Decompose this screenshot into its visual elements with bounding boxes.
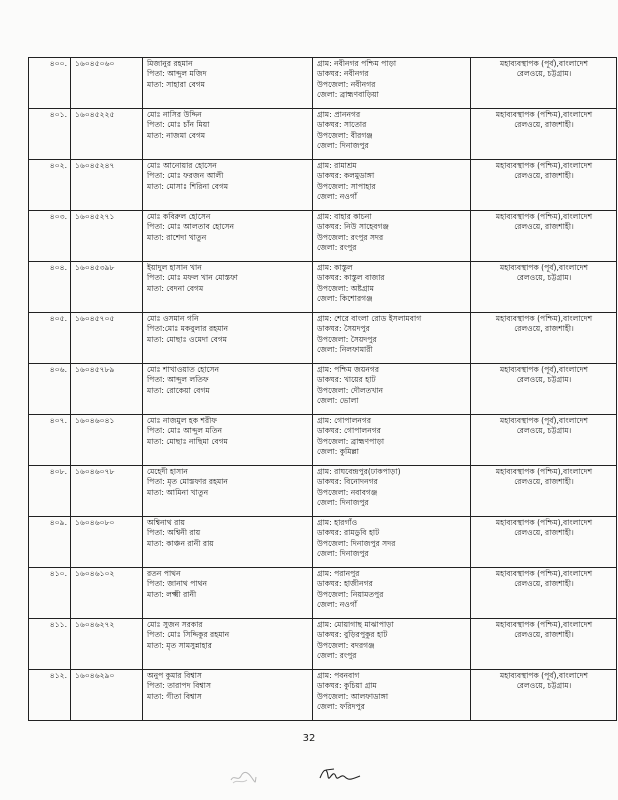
address-district: জেলা: ভোলা	[317, 396, 359, 406]
address-upazila: উপজেলা: সৈয়দপুর	[317, 334, 377, 344]
posting-office: মহাব্যবস্থাপক (পূর্ব),বাংলাদেশ	[500, 671, 588, 680]
roll-cell	[71, 160, 143, 211]
serial-cell	[29, 415, 71, 466]
roll-number: ১৬০৪৬০৮০	[75, 518, 115, 527]
address-village: গ্রাম: গোপালনগর	[317, 416, 372, 425]
roll-cell	[71, 415, 143, 466]
posting-location: রেলওয়ে, চট্টগ্রাম।	[516, 681, 572, 691]
address-village: গ্রাম: শেরে বাংলা রোড ইসলামবাগ	[317, 314, 422, 323]
address-district: জেলা: কুমিল্লা	[317, 447, 360, 457]
posting-cell	[471, 160, 617, 211]
address-village: গ্রাম: কাস্তুল	[317, 263, 353, 272]
address-post-office: ডাকঘর: নিউ সাহেবগঞ্জ	[317, 222, 389, 232]
serial-cell	[29, 670, 71, 721]
father-name: পিতা: মোঃ ফরজন আলী	[147, 171, 224, 181]
serial-number: ৪০৭.	[49, 416, 67, 425]
roll-cell	[71, 466, 143, 517]
candidate-cell	[143, 364, 313, 415]
candidate-cell	[143, 262, 313, 313]
table-row	[29, 619, 617, 670]
posting-office: মহাব্যবস্থাপক (পশ্চিম),বাংলাদেশ	[495, 518, 593, 527]
mother-name: মাতা: লক্ষ্মী রানী	[147, 589, 197, 599]
posting-cell	[471, 109, 617, 160]
address-village: গ্রাম: রামাশ্রম	[317, 161, 357, 170]
address-post-office: ডাকঘর: বুড়িরপুকুর হাট	[317, 630, 388, 640]
posting-office: মহাব্যবস্থাপক (পূর্ব),বাংলাদেশ	[500, 365, 588, 374]
posting-office: মহাব্যবস্থাপক (পশ্চিম),বাংলাদেশ	[495, 110, 593, 119]
address-village: গ্রাম: পরানপুর	[317, 569, 360, 578]
mother-name: মাতা: রোকেয়া বেগম	[147, 385, 210, 395]
mother-name: মাতা: মৃত সামসুন্নাহার	[147, 640, 212, 650]
address-cell	[313, 160, 471, 211]
mother-name: মাতা: রাশেদা খাতুন	[147, 232, 207, 242]
address-post-office: ডাকঘর: সাতোর	[317, 120, 367, 130]
address-cell	[313, 517, 471, 568]
father-name: পিতা: মৃত মোস্তফার রহমান	[147, 477, 228, 487]
address-cell	[313, 619, 471, 670]
posting-cell	[471, 262, 617, 313]
candidate-cell	[143, 619, 313, 670]
serial-cell	[29, 619, 71, 670]
address-cell	[313, 415, 471, 466]
candidate-name: মোঃ শাখাওয়াত হোসেন	[147, 365, 220, 374]
candidate-cell	[143, 568, 313, 619]
roll-number: ১৬০৪৫২৪৭	[75, 161, 115, 170]
roll-cell	[71, 109, 143, 160]
posting-office: মহাব্যবস্থাপক (পূর্ব),বাংলাদেশ	[500, 59, 588, 68]
serial-cell	[29, 58, 71, 109]
serial-number: ৪১০.	[49, 569, 67, 578]
posting-cell	[471, 466, 617, 517]
mother-name: মাতা: মোসাঃ শিরিনা বেগম	[147, 181, 229, 191]
serial-number: ৪০৯.	[49, 518, 67, 527]
father-name: পিতা: জানাথ পাথন	[147, 579, 208, 589]
posting-office: মহাব্যবস্থাপক (পশ্চিম),বাংলাদেশ	[495, 569, 593, 578]
address-village: গ্রাম: বাহার কাচনা	[317, 212, 372, 221]
address-cell	[313, 109, 471, 160]
serial-cell	[29, 211, 71, 262]
address-post-office: ডাকঘর: কলমুডাঙ্গা	[317, 171, 375, 181]
address-cell	[313, 568, 471, 619]
roll-number: ১৬০৪৫০৬০	[75, 59, 115, 68]
posting-cell	[471, 517, 617, 568]
address-upazila: উপজেলা: নবীনগর	[317, 79, 376, 89]
candidate-name: ইয়াদুল হাসান খান	[147, 263, 202, 272]
roster-body	[29, 58, 617, 721]
mother-name: মাতা: কাঞ্চন রানী রায়	[147, 538, 214, 548]
table-row	[29, 415, 617, 466]
address-village: গ্রাম: নবীনগর পশ্চিম পাড়া	[317, 59, 397, 68]
father-name: পিতা:মোঃ মকবুলার রহমান	[147, 324, 229, 334]
serial-number: ৪০২.	[49, 161, 67, 170]
address-village: গ্রাম: রাঘবেন্দ্রপুর(ঢাকপাড়া)	[317, 467, 401, 476]
candidate-cell	[143, 58, 313, 109]
roll-number: ১৬০৪৫২৭১	[75, 212, 115, 221]
candidate-name: মোঃ কবিরুল হোসেন	[147, 212, 211, 221]
posting-cell	[471, 568, 617, 619]
roll-cell	[71, 568, 143, 619]
posting-cell	[471, 670, 617, 721]
address-upazila: উপজেলা: দিনাজপুর সদর	[317, 538, 396, 548]
posting-location: রেলওয়ে, রাজশাহী।	[514, 579, 574, 589]
posting-office: মহাব্যবস্থাপক (পশ্চিম),বাংলাদেশ	[495, 161, 593, 170]
roll-cell	[71, 211, 143, 262]
father-name: পিতা: মোঃ আলতাব হোসেন	[147, 222, 235, 232]
candidate-name: মোঃ ওসমান গনি	[147, 314, 199, 323]
table-row	[29, 466, 617, 517]
address-cell	[313, 313, 471, 364]
address-upazila: উপজেলা: নবাবগঞ্জ	[317, 487, 378, 497]
posting-office: মহাব্যবস্থাপক (পূর্ব),বাংলাদেশ	[500, 416, 588, 425]
table-row	[29, 568, 617, 619]
roll-number: ১৬০৪৫২২৫	[75, 110, 115, 119]
roll-cell	[71, 619, 143, 670]
address-village: গ্রাম: মোয়াগাছ মাঝাপাড়া	[317, 620, 394, 629]
candidate-cell	[143, 670, 313, 721]
posting-office: মহাব্যবস্থাপক (পশ্চিম),বাংলাদেশ	[495, 212, 593, 221]
address-post-office: ডাকঘর: বিনোদনগর	[317, 477, 378, 487]
address-district: জেলা: রংপুর	[317, 243, 357, 253]
address-district: জেলা: নওগাঁ	[317, 192, 358, 202]
address-upazila: উপজেলা: অষ্টগ্রাম	[317, 283, 374, 293]
table-row	[29, 517, 617, 568]
address-cell	[313, 364, 471, 415]
table-row	[29, 364, 617, 415]
mother-name: মাতা: সাহারা বেগম	[147, 79, 205, 89]
candidate-name: মোঃ আনোয়ার হোসেন	[147, 161, 217, 170]
serial-number: ৪১১.	[49, 620, 67, 629]
roll-cell	[71, 313, 143, 364]
father-name: পিতা: মোঃ আব্দুল মতিন	[147, 426, 223, 436]
posting-location: রেলওয়ে, চট্টগ্রাম।	[516, 426, 572, 436]
roll-number: ১৬০৪৬০৪১	[75, 416, 115, 425]
roll-number: ১৬০৪৫৭৮৯	[75, 365, 115, 374]
candidate-cell	[143, 313, 313, 364]
table-row	[29, 313, 617, 364]
serial-number: ৪০৬.	[49, 365, 67, 374]
roll-number: ১৬০৪৫৩৯৮	[75, 263, 115, 272]
candidate-cell	[143, 211, 313, 262]
mother-name: মাতা: বেদনা বেগম	[147, 283, 204, 293]
serial-number: ৪০১.	[49, 110, 67, 119]
address-district: জেলা: রংপুর	[317, 651, 357, 661]
candidate-name: মিজানুর রহমান	[147, 59, 193, 68]
candidate-name: অনুপ কুমার বিশ্বাস	[147, 671, 202, 680]
table-row	[29, 58, 617, 109]
posting-location: রেলওয়ে, রাজশাহী।	[514, 630, 574, 640]
posting-cell	[471, 619, 617, 670]
serial-number: ৪০৫.	[49, 314, 67, 323]
candidate-cell	[143, 415, 313, 466]
table-row	[29, 670, 617, 721]
table-row	[29, 211, 617, 262]
address-village: গ্রাম: প্রাননগর	[317, 110, 361, 119]
address-post-office: ডাকঘর: সৈয়দপুর	[317, 324, 370, 334]
father-name: পিতা: অশ্বিনী রায়	[147, 528, 201, 538]
address-upazila: উপজেলা: নিয়ামতপুর	[317, 589, 384, 599]
roll-cell	[71, 364, 143, 415]
address-district: জেলা: নওগাঁ	[317, 600, 358, 610]
address-district: জেলা: ব্রাহ্মণবাড়িয়া	[317, 90, 379, 100]
address-cell	[313, 466, 471, 517]
serial-number: ৪০৩.	[49, 212, 67, 221]
address-post-office: ডাকঘর: হাজীনগর	[317, 579, 373, 589]
posting-location: রেলওয়ে, রাজশাহী।	[514, 528, 574, 538]
serial-number: ৪০৮.	[49, 467, 67, 476]
candidate-cell	[143, 466, 313, 517]
table-row	[29, 160, 617, 211]
candidate-name: মেহেদী হাসান	[147, 467, 188, 476]
posting-cell	[471, 415, 617, 466]
posting-office: মহাব্যবস্থাপক (পশ্চিম),বাংলাদেশ	[495, 620, 593, 629]
serial-cell	[29, 517, 71, 568]
address-upazila: উপজেলা: বদরগঞ্জ	[317, 640, 375, 650]
mother-name: মাতা: মোছাঃ ওমেদা বেগম	[147, 334, 228, 344]
father-name: পিতা: আব্দুল লতিফ	[147, 375, 209, 385]
address-upazila: উপজেলা: বীরগঞ্জ	[317, 130, 373, 140]
address-cell	[313, 58, 471, 109]
posting-location: রেলওয়ে, রাজশাহী।	[514, 324, 574, 334]
address-upazila: উপজেলা: দৌলতখান	[317, 385, 384, 395]
posting-office: মহাব্যবস্থাপক (পূর্ব),বাংলাদেশ	[500, 263, 588, 272]
mother-name: মাতা: মোছাঃ নাছিমা বেগম	[147, 436, 228, 446]
candidate-cell	[143, 109, 313, 160]
address-post-office: ডাকঘর: গোপালনগর	[317, 426, 381, 436]
father-name: পিতা: তারাপদ বিশ্বাস	[147, 681, 211, 691]
posting-location: রেলওয়ে, চট্টগ্রাম।	[516, 273, 572, 283]
roll-number: ১৬০৪৬০৭৮	[75, 467, 115, 476]
candidate-name: মোঃ নাজমুল হক শরীফ	[147, 416, 217, 425]
address-post-office: ডাকঘর: নবীনগর	[317, 69, 369, 79]
address-upazila: উপজেলা: আলফাডাঙ্গা	[317, 691, 389, 701]
roll-cell	[71, 670, 143, 721]
address-upazila: উপজেলা: সাপাহার	[317, 181, 376, 191]
address-district: জেলা: কিশোরগঞ্জ	[317, 294, 373, 304]
roll-number: ১৬০৪৫৭০৫	[75, 314, 115, 323]
address-district: জেলা: দিনাজপুর	[317, 141, 369, 151]
table-row	[29, 109, 617, 160]
address-upazila: উপজেলা: রংপুর সদর	[317, 232, 384, 242]
address-village: গ্রাম: পবনবাগ	[317, 671, 360, 680]
roll-cell	[71, 517, 143, 568]
father-name: পিতা: মোঃ মফল খান মোস্তফা	[147, 273, 238, 283]
address-post-office: ডাকঘর: রামডুবি হাট	[317, 528, 380, 538]
address-post-office: ডাকঘর: কাস্তুল বাজার	[317, 273, 385, 283]
posting-office: মহাব্যবস্থাপক (পশ্চিম),বাংলাদেশ	[495, 314, 593, 323]
selection-roster-table	[28, 57, 617, 721]
candidate-name: অশ্বিনাথ রায়	[147, 518, 186, 527]
address-village: গ্রাম: হারগাঁও	[317, 518, 358, 527]
serial-number: ৪১২.	[49, 671, 67, 680]
roll-cell	[71, 262, 143, 313]
father-name: পিতা: আব্দুল মজিদ	[147, 69, 207, 79]
address-district: জেলা: নিলফামারী	[317, 345, 373, 355]
serial-number: ৪০৪.	[49, 263, 67, 272]
posting-cell	[471, 313, 617, 364]
address-upazila: উপজেলা: ব্রাহ্মণপাড়া	[317, 436, 385, 446]
serial-cell	[29, 160, 71, 211]
candidate-name: মোঃ নাসির উদ্দিন	[147, 110, 202, 119]
serial-cell	[29, 313, 71, 364]
mother-name: মাতা: আমিনা খাতুন	[147, 487, 209, 497]
address-cell	[313, 211, 471, 262]
candidate-name: মোঃ সুজন সরকার	[147, 620, 203, 629]
father-name: পিতা: মোঃ চাঁন মিয়া	[147, 120, 210, 130]
roll-cell	[71, 58, 143, 109]
address-district: জেলা: দিনাজপুর	[317, 549, 369, 559]
posting-location: রেলওয়ে, রাজশাহী।	[514, 171, 574, 181]
roll-number: ১৬০৪৬১০২	[75, 569, 115, 578]
posting-location: রেলওয়ে, চট্টগ্রাম।	[516, 69, 572, 79]
posting-cell	[471, 58, 617, 109]
serial-number: ৪০০.	[49, 59, 67, 68]
candidate-name: রতন পাথন	[147, 569, 181, 578]
candidate-cell	[143, 517, 313, 568]
page-number: 32	[302, 733, 316, 744]
posting-cell	[471, 211, 617, 262]
serial-cell	[29, 364, 71, 415]
posting-location: রেলওয়ে, রাজশাহী।	[514, 222, 574, 232]
roll-number: ১৬০৪৬২৯০	[75, 671, 115, 680]
mother-name: মাতা: নাজমা বেগম	[147, 130, 206, 140]
posting-cell	[471, 364, 617, 415]
serial-cell	[29, 466, 71, 517]
serial-cell	[29, 109, 71, 160]
serial-cell	[29, 262, 71, 313]
signature-icon	[318, 763, 362, 785]
candidate-cell	[143, 160, 313, 211]
address-post-office: ডাকঘর: কুচিয়া গ্রাম	[317, 681, 377, 691]
roll-number: ১৬০৪৬২৭২	[75, 620, 115, 629]
stamp-smudge-icon	[228, 768, 258, 786]
address-cell	[313, 262, 471, 313]
address-village: গ্রাম: পশ্চিম জয়নগর	[317, 365, 380, 374]
mother-name: মাতা: গীতা বিশ্বাস	[147, 691, 202, 701]
serial-cell	[29, 568, 71, 619]
address-cell	[313, 670, 471, 721]
address-district: জেলা: দিনাজপুর	[317, 498, 369, 508]
posting-office: মহাব্যবস্থাপক (পশ্চিম),বাংলাদেশ	[495, 467, 593, 476]
father-name: পিতা: মোঃ সিদ্দিকুর রহমান	[147, 630, 230, 640]
address-district: জেলা: ফরিদপুর	[317, 702, 365, 712]
posting-location: রেলওয়ে, রাজশাহী।	[514, 120, 574, 130]
table-row	[29, 262, 617, 313]
address-post-office: ডাকঘর: খায়ের হাট	[317, 375, 376, 385]
posting-location: রেলওয়ে, রাজশাহী।	[514, 477, 574, 487]
posting-location: রেলওয়ে, চট্টগ্রাম।	[516, 375, 572, 385]
